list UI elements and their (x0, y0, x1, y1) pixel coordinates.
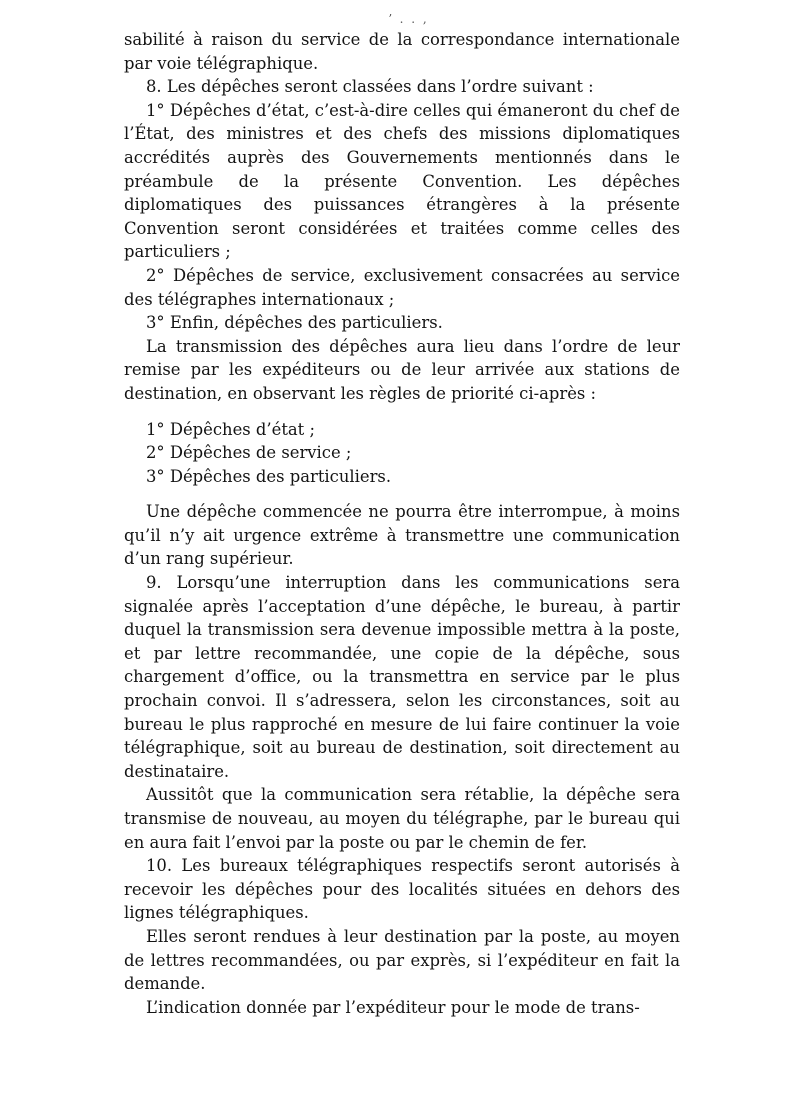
paragraph-continuation: sabilité à raison du service de la correspondance internationale par voie télégraphique. (124, 30, 680, 73)
article-9-restoration: Aussitôt que la communication sera rétablie, la dépêche sera transmise de nouveau, au moyen du télégraphe, par le bureau qui en aura fait l’envoi par la poste ou par le chemin de fer. (124, 785, 680, 852)
priority-item-1: 1° Dépêches d’état ; (146, 419, 316, 439)
article-8-item-1: 1° Dépêches d’état, c’est-à-dire celles qui émaneront du chef de l’État, des ministres et des chefs des missions diplomatiques accrédités auprès des Gouvernements mentionnés dans le préambule de la présente Convention. Les dépêches diplomatiques des puissances étrangères à la présente Convention seront considérées et traitées comme celles des particuliers ; (124, 100, 680, 262)
priority-item-2: 2° Dépêches de service ; (146, 443, 352, 463)
article-8-transmission-order: La transmission des dépêches aura lieu dans l’ordre de leur remise par les expéditeurs ou de leur arrivée aux stations de destination, en observant les règles de priorité ci-après : (124, 336, 680, 403)
article-8-heading: 8. Les dépêches seront classées dans l’ordre suivant : (146, 77, 594, 97)
interruption-rule: Une dépêche commencée ne pourra être interrompue, à moins qu’il n’y ait urgence extrême à transmettre une communication d’un rang supérieur. (124, 502, 680, 569)
priority-item-3: 3° Dépêches des particuliers. (146, 466, 392, 486)
article-10-indication: L’indication donnée par l’expéditeur pour le mode de trans- (146, 997, 640, 1017)
article-8-item-2: 2° Dépêches de service, exclusivement consacrées au service des télégraphes internationaux ; (124, 265, 680, 309)
document-page (124, 28, 680, 1019)
article-10-delivery: Elles seront rendues à leur destination par la poste, au moyen de lettres recommandées, ou par exprès, si l’expéditeur en fait la demande. (124, 926, 680, 994)
article-10-text: 10. Les bureaux télégraphiques respectifs seront autorisés à recevoir les dépêches pour des localités situées en dehors des lignes télégraphiques. (124, 856, 680, 923)
page-header-mark: ʼ . . , (388, 12, 429, 26)
article-9-text: 9. Lorsqu’une interruption dans les communications sera signalée après l’acceptation d’une dépêche, le bureau, à partir duquel la transmission sera devenue impossible mettra à la poste, et par lettre recommandée, une copie de la dépêche, sous chargement d’office, ou la transmettra en service par le plus prochain convoi. Il s’adressera, selon les circonstances, soit au bureau le plus rapproché en mesure de lui faire continuer la voie télégraphique, soit au bureau de destination, soit directement au destinataire. (124, 573, 680, 781)
article-8-item-3: 3° Enfin, dépêches des particuliers. (146, 313, 443, 333)
